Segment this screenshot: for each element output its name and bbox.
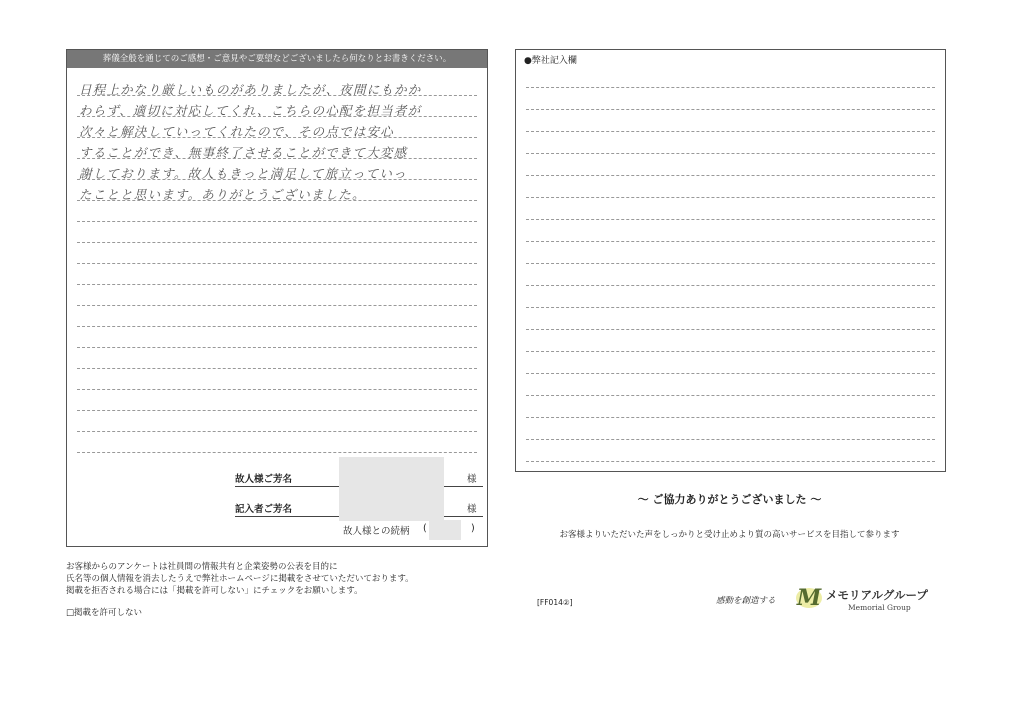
ruled-line [77, 263, 477, 264]
footer-note-line1: お客様からのアンケートは社員間の情報共有と企業姿勢の公表を目的に [66, 562, 338, 572]
company-entry-header: ●弊社記入欄 [524, 56, 577, 66]
logo-name-en: Memorial Group [848, 603, 911, 612]
ruled-line [526, 461, 935, 462]
ruled-line [526, 263, 935, 264]
handwritten-line: 謝しております。故人もきっと満足して旅立っていっ [79, 166, 407, 181]
ruled-line [526, 351, 935, 352]
ruled-line [77, 410, 477, 411]
relation-open-paren: ( [423, 523, 427, 534]
ruled-line [526, 219, 935, 220]
ruled-line [77, 326, 477, 327]
ruled-line [77, 431, 477, 432]
comment-form-box [66, 49, 488, 547]
logo-name-jp: メモリアルグループ [826, 588, 928, 602]
publish-opt-out-checkbox[interactable]: □掲載を許可しない [66, 608, 143, 618]
ruled-line [526, 109, 935, 110]
ruled-line [526, 175, 935, 176]
handwritten-line: 次々と解決していってくれたので、その点では安心 [79, 124, 394, 139]
writer-name-label: 記入者ご芳名 [235, 504, 293, 515]
ruled-line [526, 197, 935, 198]
ruled-line [526, 153, 935, 154]
deceased-honorific: 様 [467, 474, 477, 485]
ruled-line [526, 417, 935, 418]
name-redaction [339, 457, 444, 521]
memorial-logo-icon [794, 583, 824, 611]
handwritten-line: わらず、適切に対応してくれ、こちらの心配を担当者が [79, 103, 422, 118]
ruled-line [77, 347, 477, 348]
thanks-title: ～ ご協力ありがとうございました ～ [637, 493, 822, 506]
company-entry-box [515, 49, 946, 472]
svg-text:M: M [796, 585, 822, 611]
ruled-line [526, 307, 935, 308]
comment-form-header: 葬儀全般を通じてのご感想・ご意見やご要望などございましたら何なりとお書きください。 [67, 50, 487, 68]
ruled-line [77, 284, 477, 285]
writer-honorific: 様 [467, 504, 477, 515]
ruled-line [77, 221, 477, 222]
ruled-line [526, 285, 935, 286]
ruled-line [526, 241, 935, 242]
footer-note-line2: 氏名等の個人情報を消去したうえで弊社ホームページに掲載をさせていただいております。 [66, 574, 414, 584]
ruled-line [526, 87, 935, 88]
handwritten-line: 日程上かなり厳しいものがありましたが、夜間にもかか [79, 82, 422, 97]
deceased-name-label: 故人様ご芳名 [235, 474, 293, 485]
handwritten-line: たことと思います。ありがとうございました。 [79, 187, 366, 202]
ruled-line [526, 329, 935, 330]
ruled-line [77, 368, 477, 369]
ruled-line [77, 242, 477, 243]
relation-redaction [429, 520, 461, 540]
form-code: [FF014②] [537, 598, 573, 607]
ruled-line [526, 439, 935, 440]
thanks-subtitle: お客様よりいただいた声をしっかりと受け止めより質の高いサービスを目指して参ります [559, 530, 900, 540]
ruled-line [77, 452, 477, 453]
ruled-line [77, 389, 477, 390]
relation-label: 故人様との続柄 [343, 526, 410, 537]
logo-tagline: 感動を創造する [716, 596, 776, 606]
footer-note-line3: 掲載を拒否される場合には「掲載を許可しない」にチェックをお願いします。 [66, 586, 363, 596]
ruled-line [526, 131, 935, 132]
relation-close-paren: ) [471, 523, 475, 534]
ruled-line [526, 395, 935, 396]
ruled-line [77, 305, 477, 306]
ruled-line [526, 373, 935, 374]
handwritten-line: することができ、無事終了させることができて大変感 [79, 145, 408, 160]
